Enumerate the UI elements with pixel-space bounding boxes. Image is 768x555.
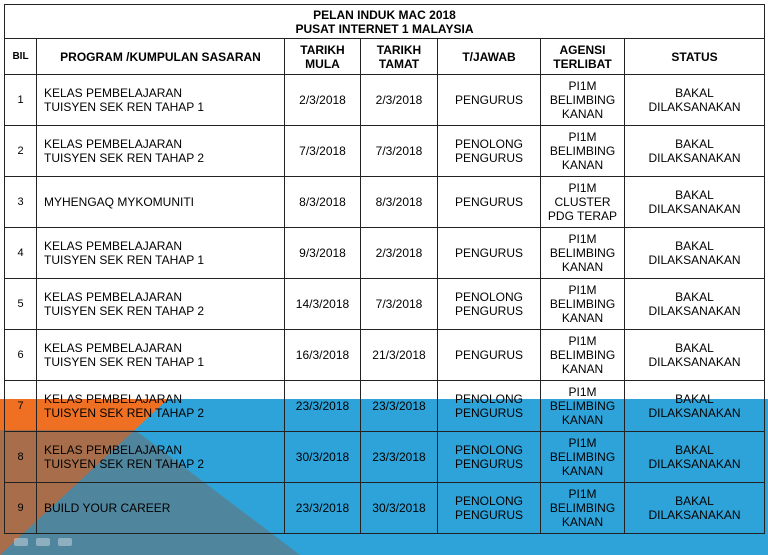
program-line: TUISYEN SEK REN TAHAP 1 xyxy=(44,355,205,369)
status-line: DILAKSANAKAN xyxy=(648,253,741,267)
table-row xyxy=(5,381,765,432)
program-cell xyxy=(37,279,285,330)
row-number: 4 xyxy=(5,228,37,279)
row-number: 9 xyxy=(5,483,37,534)
end-date-cell: 21/3/2018 xyxy=(361,330,438,381)
person-in-charge-cell: PENOLONG PENGURUS xyxy=(438,483,541,534)
program-line: KELAS PEMBELAJARAN xyxy=(44,443,183,457)
agency-cell xyxy=(541,126,625,177)
table-row xyxy=(5,75,765,126)
agency-cell xyxy=(541,279,625,330)
status-cell xyxy=(625,381,765,432)
person-in-charge-cell: PENOLONG PENGURUS xyxy=(438,126,541,177)
program-cell xyxy=(37,432,285,483)
agency-cell xyxy=(541,177,625,228)
program-line: TUISYEN SEK REN TAHAP 1 xyxy=(44,253,205,267)
status-line: DILAKSANAKAN xyxy=(648,457,741,471)
person-in-charge-cell: PENOLONG PENGURUS xyxy=(438,381,541,432)
status-line: DILAKSANAKAN xyxy=(648,406,741,420)
agency-line: PI1M xyxy=(568,283,597,297)
agency-line: PDG TERAP xyxy=(547,209,618,223)
agency-line: PI1M xyxy=(568,385,597,399)
end-date-cell: 23/3/2018 xyxy=(361,432,438,483)
status-cell xyxy=(625,279,765,330)
status-line: BAKAL xyxy=(675,290,714,304)
col-header-agency: AGENSI TERLIBAT xyxy=(541,39,625,75)
agency-line: KANAN xyxy=(561,158,604,172)
title-line-1: PELAN INDUK MAC 2018 xyxy=(313,7,456,22)
end-date-cell: 8/3/2018 xyxy=(361,177,438,228)
agency-line: BELIMBING xyxy=(549,450,616,464)
person-in-charge-cell: PENGURUS xyxy=(438,228,541,279)
program-line: TUISYEN SEK REN TAHAP 2 xyxy=(44,406,205,420)
status-line: BAKAL xyxy=(675,137,714,151)
start-date-cell: 8/3/2018 xyxy=(285,177,361,228)
program-line: KELAS PEMBELAJARAN xyxy=(44,239,183,253)
agency-line: KANAN xyxy=(561,107,604,121)
program-line: KELAS PEMBELAJARAN xyxy=(44,392,183,406)
program-line: TUISYEN SEK REN TAHAP 1 xyxy=(44,100,205,114)
agency-line: BELIMBING xyxy=(549,297,616,311)
table-row xyxy=(5,177,765,228)
program-cell xyxy=(37,381,285,432)
col-header-bil: BIL xyxy=(5,39,37,75)
col-header-start-date: TARIKH MULA xyxy=(285,39,361,75)
agency-line: CLUSTER xyxy=(554,195,611,209)
program-line: TUISYEN SEK REN TAHAP 2 xyxy=(44,151,205,165)
agency-cell xyxy=(541,330,625,381)
end-date-cell: 7/3/2018 xyxy=(361,126,438,177)
status-cell xyxy=(625,126,765,177)
start-date-cell: 9/3/2018 xyxy=(285,228,361,279)
status-line: BAKAL xyxy=(675,341,714,355)
previous-icon[interactable] xyxy=(14,538,28,546)
status-line: DILAKSANAKAN xyxy=(648,202,741,216)
table-row xyxy=(5,228,765,279)
agency-line: KANAN xyxy=(561,464,604,478)
end-date-cell: 23/3/2018 xyxy=(361,381,438,432)
start-date-cell: 23/3/2018 xyxy=(285,381,361,432)
agency-cell xyxy=(541,75,625,126)
agency-line: BELIMBING xyxy=(549,348,616,362)
row-number: 5 xyxy=(5,279,37,330)
table-row xyxy=(5,126,765,177)
status-line: DILAKSANAKAN xyxy=(648,355,741,369)
program-cell xyxy=(37,228,285,279)
table-title xyxy=(5,5,765,39)
col-header-end-date: TARIKH TAMAT xyxy=(361,39,438,75)
agency-line: PI1M xyxy=(568,436,597,450)
status-line: BAKAL xyxy=(675,239,714,253)
row-number: 7 xyxy=(5,381,37,432)
status-cell xyxy=(625,432,765,483)
slideshow-controls xyxy=(14,538,72,546)
row-number: 8 xyxy=(5,432,37,483)
status-cell xyxy=(625,75,765,126)
status-line: BAKAL xyxy=(675,443,714,457)
agency-cell xyxy=(541,483,625,534)
program-line: KELAS PEMBELAJARAN xyxy=(44,86,183,100)
status-line: DILAKSANAKAN xyxy=(648,151,741,165)
agency-line: PI1M xyxy=(568,130,597,144)
agency-line: KANAN xyxy=(561,260,604,274)
status-line: BAKAL xyxy=(675,86,714,100)
row-number: 1 xyxy=(5,75,37,126)
status-cell xyxy=(625,330,765,381)
agency-line: KANAN xyxy=(561,413,604,427)
agency-cell xyxy=(541,228,625,279)
agency-cell xyxy=(541,381,625,432)
status-line: BAKAL xyxy=(675,392,714,406)
col-header-status: STATUS xyxy=(625,39,765,75)
program-cell xyxy=(37,75,285,126)
program-line: TUISYEN SEK REN TAHAP 2 xyxy=(44,457,205,471)
agency-line: KANAN xyxy=(561,311,604,325)
schedule-table xyxy=(4,4,765,534)
program-line: KELAS PEMBELAJARAN xyxy=(44,341,183,355)
start-date-cell: 16/3/2018 xyxy=(285,330,361,381)
start-date-cell: 7/3/2018 xyxy=(285,126,361,177)
title-line-2: PUSAT INTERNET 1 MALAYSIA xyxy=(295,21,474,36)
program-line: KELAS PEMBELAJARAN xyxy=(44,290,183,304)
row-number: 2 xyxy=(5,126,37,177)
next-icon[interactable] xyxy=(58,538,72,546)
agency-line: PI1M xyxy=(568,232,597,246)
program-cell xyxy=(37,483,285,534)
end-date-cell: 30/3/2018 xyxy=(361,483,438,534)
agency-line: PI1M xyxy=(568,181,597,195)
person-in-charge-cell: PENGURUS xyxy=(438,330,541,381)
program-line: MYHENGAQ MYKOMUNITI xyxy=(44,195,195,209)
program-line: TUISYEN SEK REN TAHAP 2 xyxy=(44,304,205,318)
table-row xyxy=(5,279,765,330)
row-number: 3 xyxy=(5,177,37,228)
agency-line: BELIMBING xyxy=(549,93,616,107)
status-cell xyxy=(625,177,765,228)
program-cell xyxy=(37,177,285,228)
person-in-charge-cell: PENGURUS xyxy=(438,75,541,126)
menu-icon[interactable] xyxy=(36,538,50,546)
agency-line: KANAN xyxy=(561,515,604,529)
start-date-cell: 23/3/2018 xyxy=(285,483,361,534)
row-number: 6 xyxy=(5,330,37,381)
status-cell xyxy=(625,228,765,279)
agency-line: BELIMBING xyxy=(549,144,616,158)
table-row xyxy=(5,483,765,534)
person-in-charge-cell: PENOLONG PENGURUS xyxy=(438,432,541,483)
col-header-program: PROGRAM /KUMPULAN SASARAN xyxy=(37,39,285,75)
start-date-cell: 30/3/2018 xyxy=(285,432,361,483)
status-line: BAKAL xyxy=(675,188,714,202)
agency-line: BELIMBING xyxy=(549,501,616,515)
table-row xyxy=(5,432,765,483)
agency-line: BELIMBING xyxy=(549,246,616,260)
start-date-cell: 14/3/2018 xyxy=(285,279,361,330)
program-line: KELAS PEMBELAJARAN xyxy=(44,137,183,151)
agency-line: KANAN xyxy=(561,362,604,376)
table-row xyxy=(5,330,765,381)
status-cell xyxy=(625,483,765,534)
person-in-charge-cell: PENGURUS xyxy=(438,177,541,228)
program-cell xyxy=(37,330,285,381)
status-line: DILAKSANAKAN xyxy=(648,508,741,522)
person-in-charge-cell: PENOLONG PENGURUS xyxy=(438,279,541,330)
program-cell xyxy=(37,126,285,177)
agency-cell xyxy=(541,432,625,483)
header-row xyxy=(5,39,765,75)
col-header-person-in-charge: T/JAWAB xyxy=(438,39,541,75)
status-line: BAKAL xyxy=(675,494,714,508)
start-date-cell: 2/3/2018 xyxy=(285,75,361,126)
program-line: BUILD YOUR CAREER xyxy=(44,501,171,515)
end-date-cell: 2/3/2018 xyxy=(361,228,438,279)
agency-line: PI1M xyxy=(568,487,597,501)
agency-line: PI1M xyxy=(568,79,597,93)
status-line: DILAKSANAKAN xyxy=(648,100,741,114)
table-body xyxy=(5,75,765,534)
agency-line: BELIMBING xyxy=(549,399,616,413)
end-date-cell: 7/3/2018 xyxy=(361,279,438,330)
end-date-cell: 2/3/2018 xyxy=(361,75,438,126)
status-line: DILAKSANAKAN xyxy=(648,304,741,318)
agency-line: PI1M xyxy=(568,334,597,348)
